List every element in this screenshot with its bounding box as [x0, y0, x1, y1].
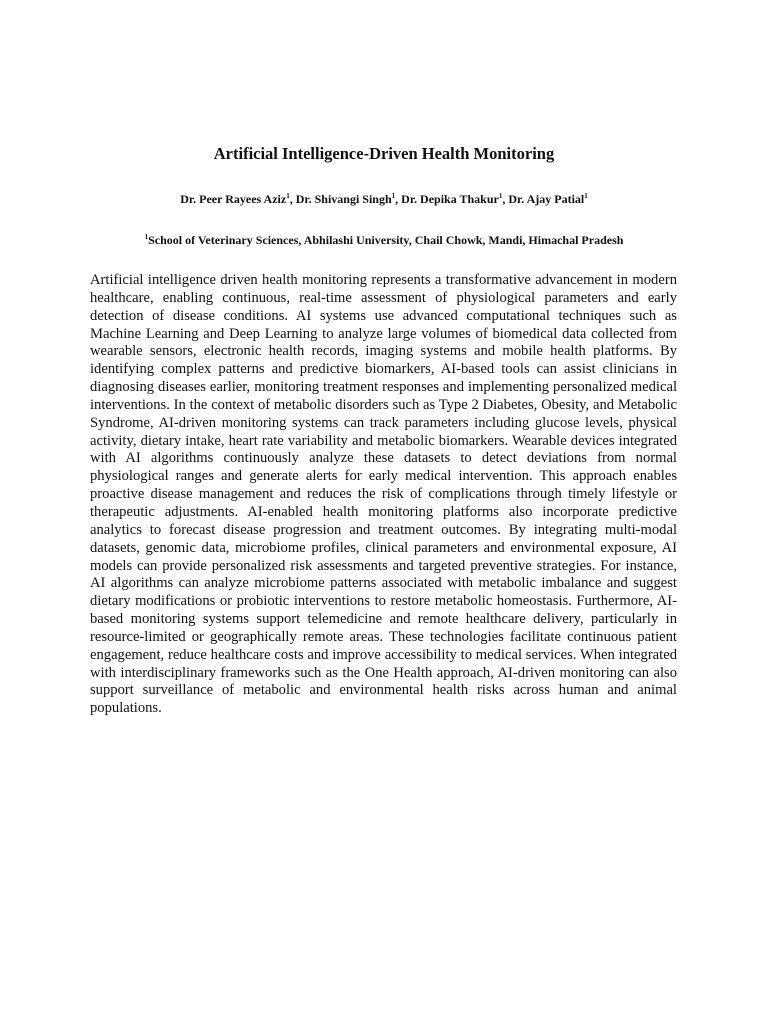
author-name: Dr. Depika Thakur [401, 192, 499, 206]
author-separator: , [289, 192, 296, 206]
author-name: Dr. Shivangi Singh [295, 192, 392, 206]
affiliation-marker: 1 [144, 233, 149, 241]
author [508, 192, 587, 206]
affiliation-text: School of Veterinary Sciences, Abhilashi University, Chail Chowk, Mandi, Himachal Pradesh [148, 233, 624, 247]
document-title: Artificial Intelligence-Driven Health Monitoring [213, 144, 555, 163]
affiliation-marker: 1 [584, 192, 588, 200]
affiliation-marker: 1 [498, 192, 503, 200]
author-list [0, 191, 768, 207]
author-name: Dr. Peer Rayees Aziz [180, 192, 287, 206]
author [180, 192, 295, 206]
author [296, 192, 401, 206]
author-separator: , [395, 192, 402, 206]
author [401, 192, 508, 206]
author-separator: , [502, 192, 509, 206]
author-name: Dr. Ajay Patial [508, 192, 585, 206]
affiliation [0, 232, 768, 248]
affiliation-marker: 1 [391, 192, 396, 200]
abstract-paragraph: Artificial intelligence driven health monitoring represents a transformative advancement in modern healthcare, enabling continuous, real-time assessment of physiological parameters and early detection of disease conditions. AI systems use advanced computational techniques such as Machine Learning and Deep Learning to analyze large volumes of biomedical data collected from wearable sensors, electronic health records, imaging systems and mobile health platforms. By identifying complex patterns and predictive biomarkers, AI-based tools can assist clinicians in diagnosing diseases earlier, monitoring treatment responses and implementing personalized medical interventions. In the context of metabolic disorders such as Type 2 Diabetes, Obesity, and Metabolic Syndrome, AI-driven monitoring systems can track parameters including glucose levels, physical activity, dietary intake, heart rate variability and metabolic biomarkers. Wearable devices integrated with AI algorithms continuously analyze these datasets to detect deviations from normal physiological ranges and generate alerts for early medical intervention. This approach enables proactive disease management and reduces the risk of complications through timely lifestyle or therapeutic adjustments. AI-enabled health monitoring platforms also incorporate predictive analytics to forecast disease progression and treatment outcomes. By integrating multi-modal datasets, genomic data, microbiome profiles, clinical parameters and environmental exposure, AI models can provide personalized risk assessments and targeted preventive strategies. For instance, AI algorithms can analyze microbiome patterns associated with metabolic imbalance and suggest dietary modifications or probiotic interventions to restore metabolic homeostasis. Furthermore, AI-based monitoring systems support telemedicine and remote healthcare delivery, particularly in resource-limited or geographically remote areas. These technologies facilitate continuous patient engagement, reduce healthcare costs and improve accessibility to medical services. When integrated with interdisciplinary frameworks such as the One Health approach, AI-driven monitoring can also support surveillance of metabolic and environmental health risks across human and animal populations. [90, 272, 677, 717]
affiliation-marker: 1 [286, 192, 290, 200]
